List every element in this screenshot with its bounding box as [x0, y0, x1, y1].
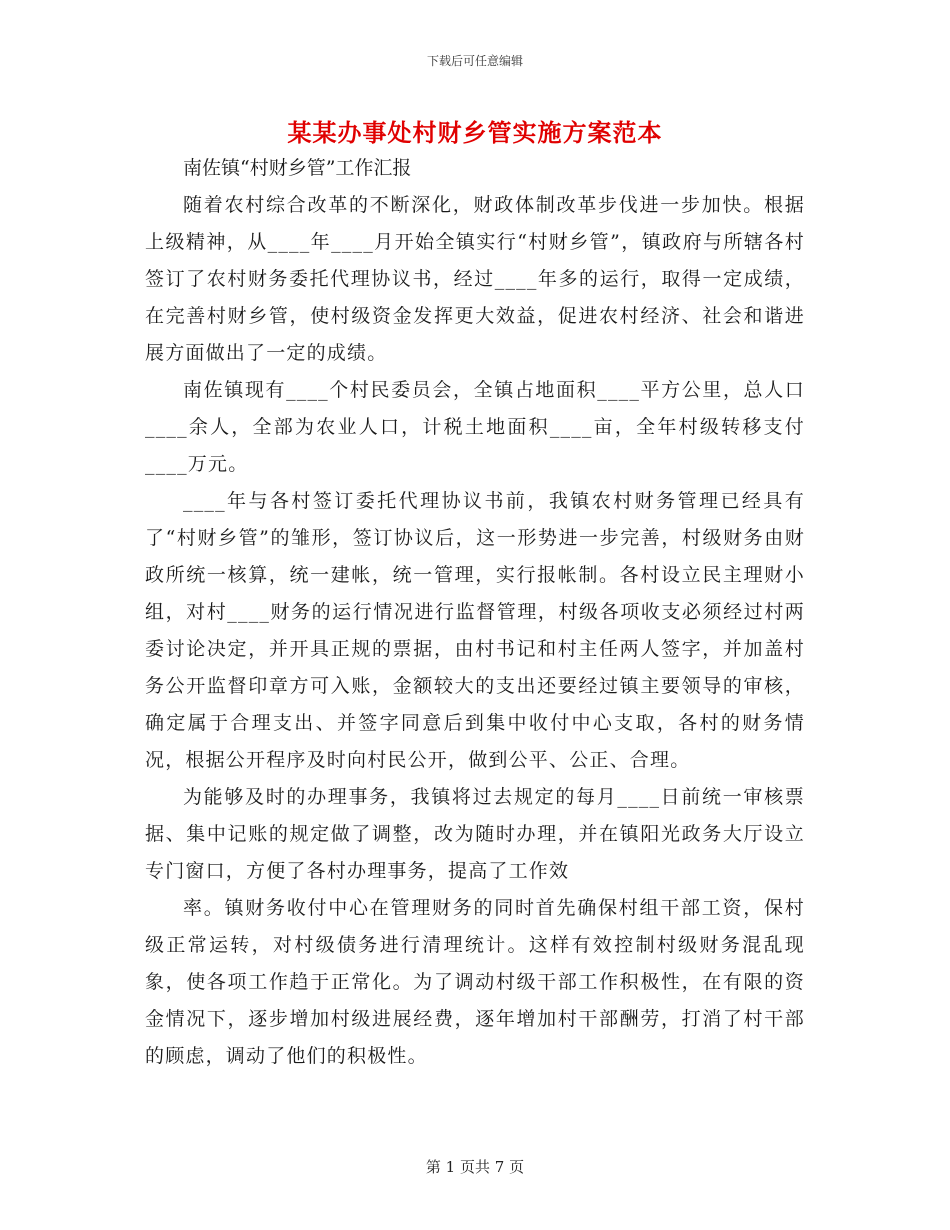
page-header-note: 下载后可任意编辑 — [426, 54, 523, 68]
paragraph: 率。镇财务收付中心在管理财务的同时首先确保村组干部工资，保村级正常运转，对村级债务进行清理统计。这样有效控制村级财务混乱现象，使各项工作趋于正常化。为了调动村级干部工作积极性，在有限的资金情况下，逐步增加村级进展经费，逐年增加村干部酬劳，打消了村干部的顾虑，调动了他们的积极性。 — [145, 897, 805, 1067]
paragraph: 为能够及时的办理事务，我镇将过去规定的每月____日前统一审核票据、集中记账的规定做了调整，改为随时办理，并在镇阳光政务大厅设立专门窗口，方便了各村办理事务，提高了工作效 — [145, 786, 805, 882]
paragraph: 南佐镇现有____个村民委员会，全镇占地面积____平方公里，总人口____余人，全部为农业人口，计税土地面积____亩，全年村级转移支付____万元。 — [145, 379, 805, 475]
document-body — [145, 150, 805, 1075]
document-title: 某某办事处村财乡管实施方案范本 — [287, 118, 663, 147]
paragraph: ____年与各村签订委托代理协议书前，我镇农村财务管理已经具有了“村财乡管”的雏形，签订协议后，这一形势进一步完善，村级财务由财政所统一核算，统一建帐，统一管理，实行报帐制。各村设立民主理财小组，对村____财务的运行情况进行监督管理，村级各项收支必须经过村两委讨论决定，并开具正规的票据，由村书记和村主任两人签字，并加盖村务公开监督印章方可入账，金额较大的支出还要经过镇主要领导的审核，确定属于合理支出、并签字同意后到集中收付中心支取，各村的财务情况，根据公开程序及时向村民公开，做到公平、公正、合理。 — [145, 490, 805, 771]
paragraph: 随着农村综合改革的不断深化，财政体制改革步伐进一步加快。根据上级精神，从____年____月开始全镇实行“村财乡管”，镇政府与所辖各村签订了农村财务委托代理协议书，经过____年多的运行，取得一定成绩，在完善村财乡管，使村级资金发挥更大效益，促进农村经济、社会和谐进展方面做出了一定的成绩。 — [145, 194, 805, 364]
page-number: 第 1 页共 7 页 — [425, 1158, 525, 1176]
document-subtitle: 南佐镇“村财乡管”工作汇报 — [183, 157, 412, 179]
